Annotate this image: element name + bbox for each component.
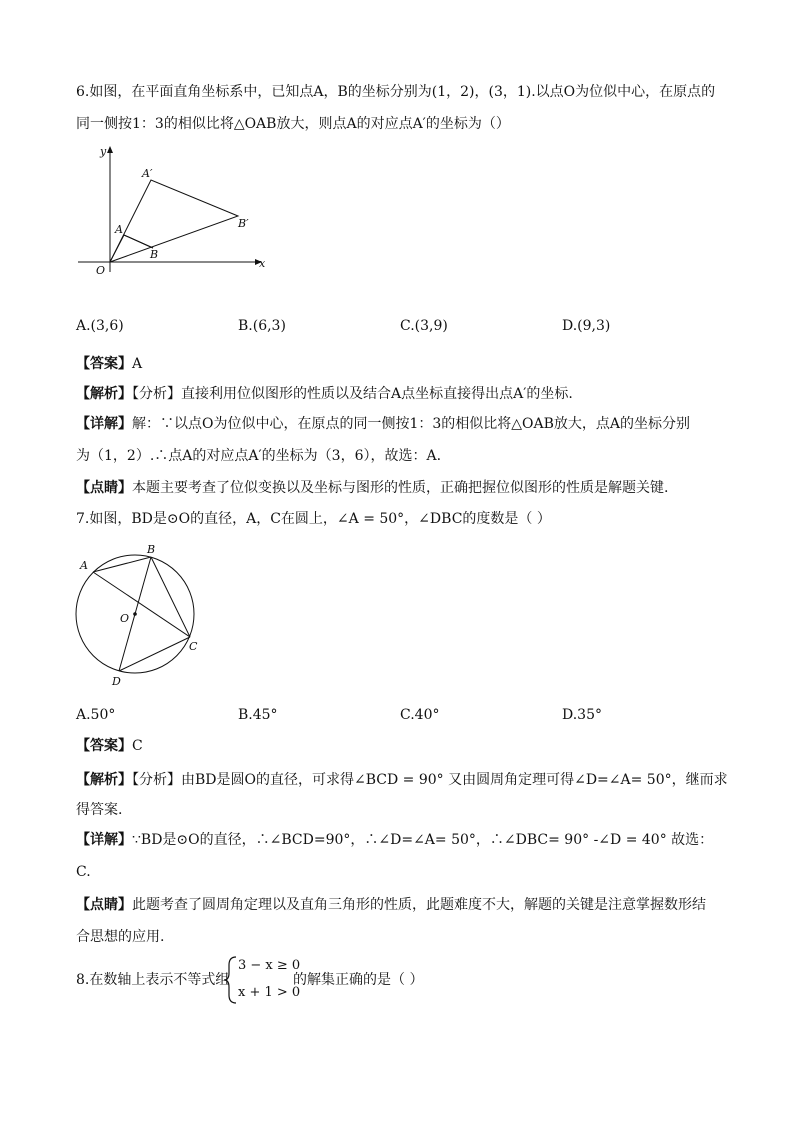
q7-analysis-line2: 得答案. — [76, 802, 123, 818]
q7-analysis-line1: 【解析】【分析】由BD是圆O的直径，可求得∠BCD = 90° 又由圆周角定理可得∠D=∠A= 50°，继而求 — [76, 772, 728, 788]
q7-label-d: D — [112, 675, 121, 688]
q6-stem-line2: 同一侧按1：3的相似比将△OAB放大，则点A的对应点A′的坐标为（） — [76, 116, 510, 132]
q8-stem-suffix: 的解集正确的是（ ） — [293, 972, 424, 988]
q6-analysis: 【解析】【分析】直接利用位似图形的性质以及结合A点坐标直接得出点A′的坐标. — [76, 386, 573, 402]
q7-option-c: C.40° — [400, 707, 440, 723]
q7-label-b: B — [147, 543, 156, 556]
q7-label-c: C — [189, 640, 198, 653]
q8-stem-prefix: 8.在数轴上表示不等式组 — [76, 972, 230, 988]
q6-option-b: B.(6,3) — [238, 318, 286, 334]
q7-detail-line2: C. — [76, 864, 91, 880]
q6-option-d: D.(9,3) — [562, 318, 611, 334]
q6-label-b-prime: B′ — [238, 217, 249, 230]
q7-option-b: B.45° — [238, 707, 278, 723]
q7-label-o: O — [120, 612, 130, 625]
q7-label-a: A — [80, 559, 88, 572]
q6-label-x: x — [259, 257, 266, 270]
q7-comment-line2: 合思想的应用. — [76, 929, 165, 945]
q6-detail-line2: 为（1，2）.∴点A的对应点A′的坐标为（3，6），故选：A. — [76, 448, 442, 464]
q7-comment-line1: 【点睛】此题考查了圆周角定理以及直角三角形的性质，此题难度不大，解题的关键是注意掌握数形结 — [76, 897, 706, 913]
q6-detail-line1: 【详解】解：∵以点O为位似中心，在原点的同一侧按1：3的相似比将△OAB放大，点A的坐标分别 — [76, 416, 691, 432]
q7-detail-line1: 【详解】∵BD是⊙O的直径，∴∠BCD=90°，∴∠D=∠A= 50°，∴∠DBC= 90° -∠D = 40° 故选： — [76, 832, 714, 848]
q6-label-a-prime: A′ — [142, 167, 153, 180]
q6-stem-line1: 6.如图，在平面直角坐标系中，已知点A，B的坐标分别为(1，2)，(3，1).以点O为位似中心，在原点的 — [76, 84, 716, 100]
q6-comment: 【点睛】本题主要考查了位似变换以及坐标与图形的性质，正确把握位似图形的性质是解题关键. — [76, 480, 669, 496]
q6-label-y: y — [100, 145, 107, 158]
q6-label-a: A — [115, 223, 123, 236]
q8-inequality-2: x + 1 > 0 — [238, 985, 301, 1000]
q7-option-d: D.35° — [562, 707, 602, 723]
q7-option-a: A.50° — [76, 707, 116, 723]
q6-option-a: A.(3,6) — [76, 318, 124, 334]
q8-inequality-1: 3 − x ≥ 0 — [238, 958, 301, 973]
q6-answer: 【答案】A — [76, 356, 143, 372]
q6-label-b: B — [150, 248, 159, 261]
q6-option-c: C.(3,9) — [400, 318, 448, 334]
q6-label-o: O — [96, 264, 106, 277]
q7-stem: 7.如图，BD是⊙O的直径，A，C在圆上，∠A = 50°，∠DBC的度数是（ ） — [76, 511, 551, 527]
q7-answer: 【答案】C — [76, 738, 143, 754]
